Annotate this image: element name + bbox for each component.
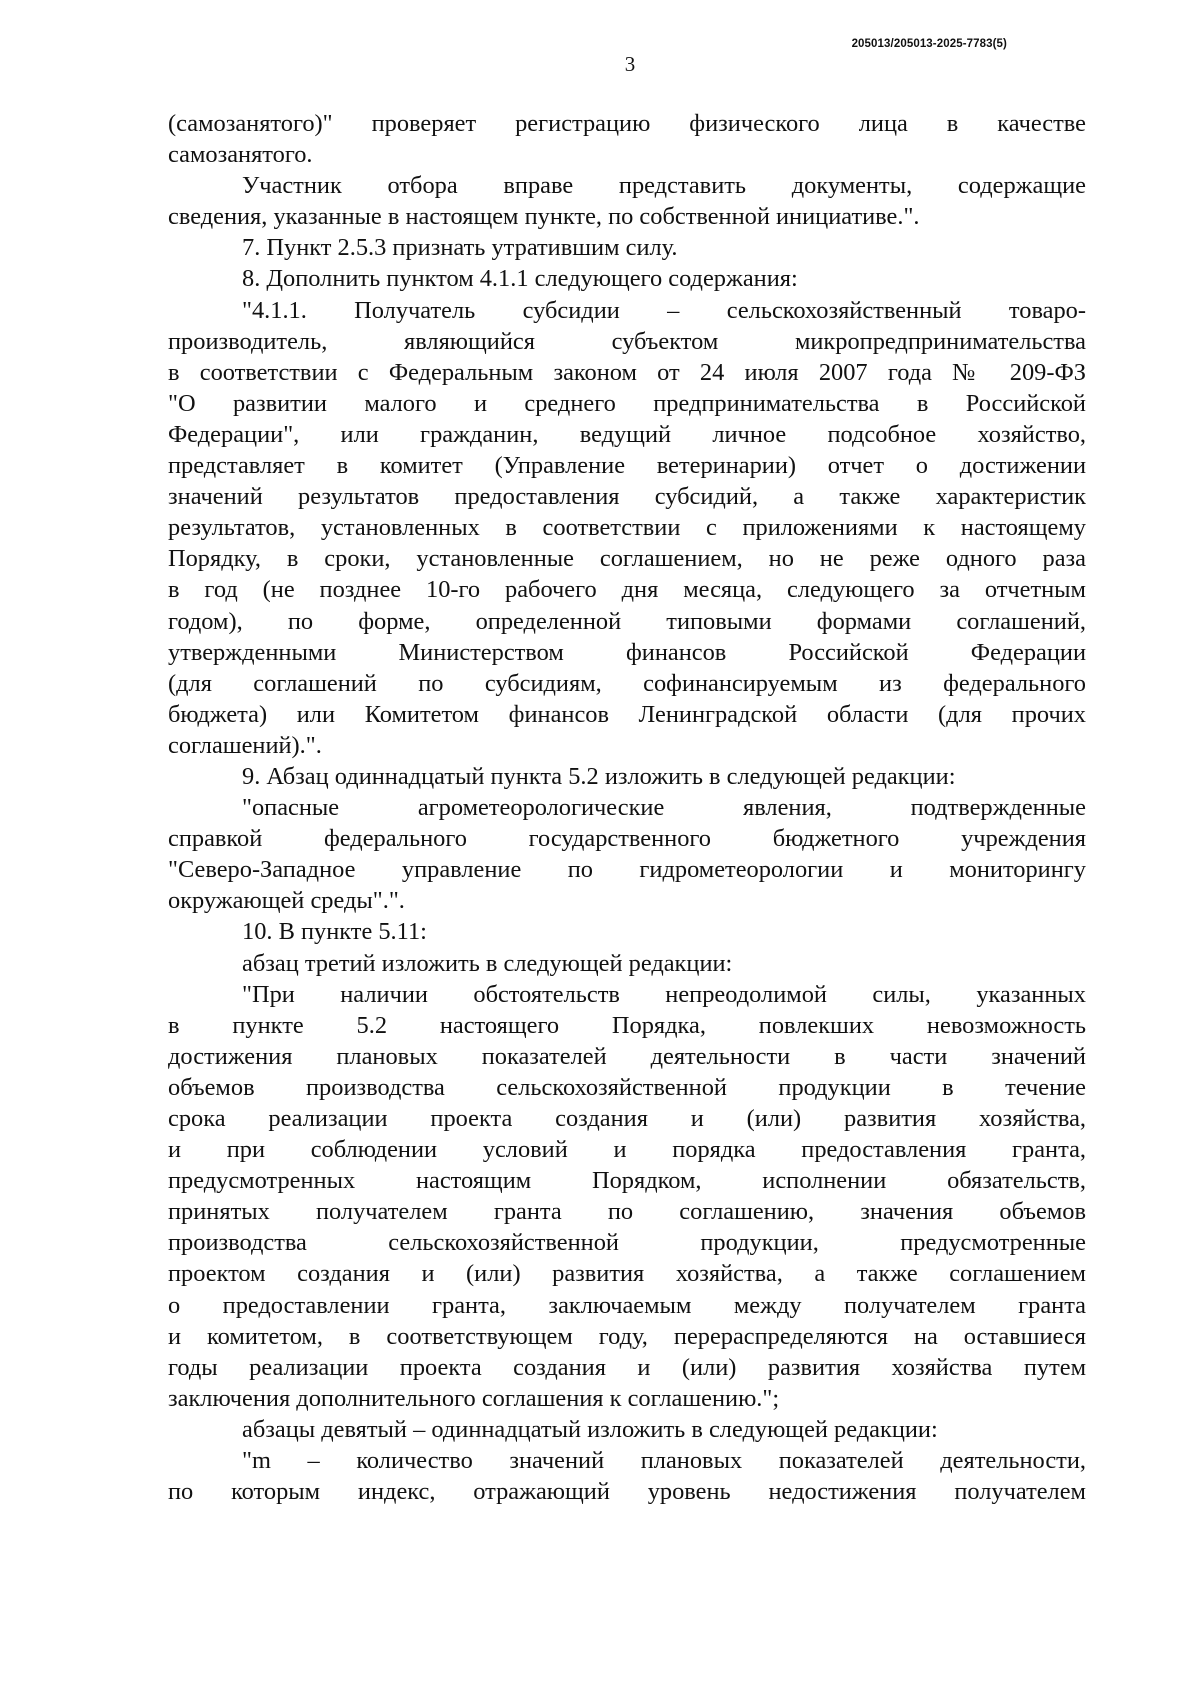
document-id: 205013/205013-2025-7783(5) (851, 38, 1007, 50)
page-number: 3 (624, 52, 636, 76)
paragraph-force-majeure: "При наличии обстоятельств непреодолимой силы, указанных в пункте 5.2 настоящего Порядка, повлекших невозможность достижения плановых показателей деятельности в части значений объемов производства сельскохозяйственной продукции в течение срока реализации проекта создания и (или) развития хозяйства, и при соблюдении условий и порядка предоставления гранта, предусмотренных настоящим Порядком, исполнении обязательств, принятых получателем гранта по соглашению, значения объемов производства сельскохозяйственной продукции, предусмотренные проектом создания и (или) развития хозяйства, а также соглашением о предоставлении гранта, заключаемым между получателем гранта и комитетом, в соответствующем году, перераспределяются на оставшиеся годы реализации проекта создания и (или) развития хозяйства путем заключения дополнительного соглашения к соглашению."; (168, 980, 1086, 1412)
paragraph-third-abstract: абзац третий изложить в следующей редакции: (242, 949, 733, 977)
paragraph-item-7: 7. Пункт 2.5.3 признать утратившим силу. (242, 234, 678, 262)
paragraph-item-8: 8. Дополнить пунктом 4.1.1 следующего содержания: (242, 265, 798, 293)
paragraph-m-definition: "m – количество значений плановых показателей деятельности, по которым индекс, отражающий уровень недостижения получателем (168, 1447, 1086, 1506)
paragraph-hazardous-phenomena: "опасные агрометеорологические явления, подтвержденные справкой федерального государственного бюджетного учреждения "Северо-Западное управление по гидрометеорологии и мониторингу окружающей среды".". (168, 794, 1086, 915)
paragraph-item-10: 10. В пункте 5.11: (242, 918, 427, 946)
paragraph-clause-4-1-1: "4.1.1. Получатель субсидии – сельскохозяйственный товаро- производитель, являющийся субъектом микропредпринимательства в соответствии с Федеральным законом от 24 июля 2007 года № 209-ФЗ "О развитии малого и среднего предпринимательства в Российской Федерации", или гражданин, ведущий личное подсобное хозяйство, представляет в комитет (Управление ветеринарии) отчет о достижении значений результатов предоставления субсидий, а также характеристик результатов, установленных в соответствии с приложениями к настоящему Порядку, в сроки, установленные соглашением, но не реже одного раза в год (не позднее 10-го рабочего дня месяца, следующего за отчетным годом), по форме, определенной типовыми формами соглашений, утвержденными Министерством финансов Российской Федерации (для соглашений по субсидиям, софинансируемым из федерального бюджета) или Комитетом финансов Ленинградской области (для прочих соглашений).". (168, 296, 1086, 759)
paragraph-item-9: 9. Абзац одиннадцатый пункта 5.2 изложить в следующей редакции: (242, 762, 956, 790)
paragraph-ninth-eleventh-abstracts: абзацы девятый – одиннадцатый изложить в следующей редакции: (242, 1415, 938, 1443)
paragraph-participant-documents: Участник отбора вправе представить документы, содержащие сведения, указанные в настоящем пункте, по собственной инициативе.". (168, 172, 1086, 231)
paragraph-self-employed-check: (самозанятого)" проверяет регистрацию физического лица в качестве самозанятого. (168, 110, 1086, 169)
document-body (168, 108, 1086, 1507)
